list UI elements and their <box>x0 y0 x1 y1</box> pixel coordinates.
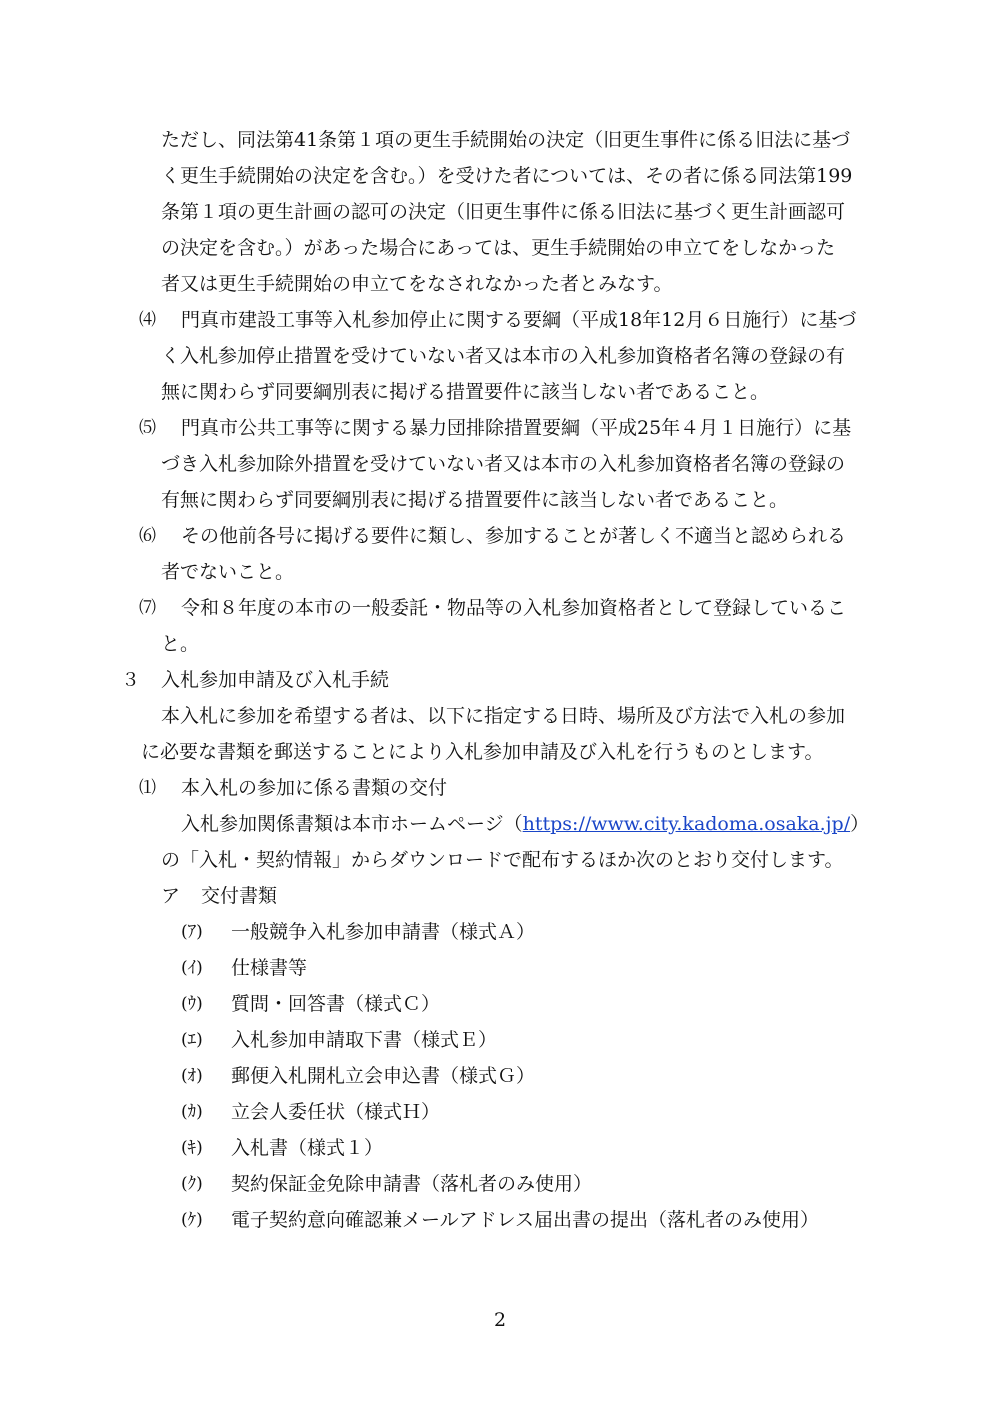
doc-item: 郵便入札開札立会申込書（様式Ｇ） <box>231 1065 536 1087</box>
doc-number: (ｳ) <box>181 994 203 1014</box>
item-5-line-1: 門真市公共工事等に関する暴力団排除措置要綱（平成25年４月１日施行）に基 <box>181 417 852 439</box>
doc-item: 電子契約意向確認兼メールアドレス届出書の提出（落札者のみ使用） <box>231 1209 820 1231</box>
subitem-a-number: ア <box>161 885 181 907</box>
item-7-line-1: 令和８年度の本市の一般委託・物品等の入札参加資格者として登録しているこ <box>181 597 847 619</box>
doc-item: 入札書（様式１） <box>231 1137 384 1159</box>
item-4-number: ⑷ <box>139 310 156 330</box>
page-number: 2 <box>493 1309 507 1331</box>
doc-item: 質問・回答書（様式Ｃ） <box>231 993 441 1015</box>
item-5-number: ⑸ <box>139 418 156 438</box>
doc-number: (ｴ) <box>181 1030 203 1050</box>
sub-1-text-after: ） <box>850 813 870 835</box>
doc-item: 契約保証金免除申請書（落札者のみ使用） <box>231 1173 593 1195</box>
item-6-number: ⑹ <box>139 526 156 546</box>
item-6-line-2: 者でないこと。 <box>161 561 295 583</box>
intro-line-3: 条第１項の更生計画の認可の決定（旧更生事件に係る旧法に基づく更生計画認可 <box>161 201 846 223</box>
intro-line-1: ただし、同法第41条第１項の更生手続開始の決定（旧更生事件に係る旧法に基づ <box>161 129 851 151</box>
item-4-line-3: 無に関わらず同要綱別表に掲げる措置要件に該当しない者であること。 <box>161 381 770 403</box>
section-3-title: 入札参加申請及び入札手続 <box>161 669 390 691</box>
doc-number: (ｵ) <box>181 1066 203 1086</box>
sub-1-body-line-2: の「入札・契約情報」からダウンロードで配布するほか次のとおり交付します。 <box>161 849 844 871</box>
intro-line-4: の決定を含む。）があった場合にあっては、更生手続開始の申立てをしなかった <box>161 237 836 259</box>
doc-number: (ｸ) <box>181 1174 203 1194</box>
sub-1-text-before: 入札参加関係書類は本市ホームページ（ <box>181 813 523 835</box>
doc-item: 入札参加申請取下書（様式Ｅ） <box>231 1029 498 1051</box>
sub-1-body-line-1 <box>181 811 869 837</box>
item-4-line-1: 門真市建設工事等入札参加停止に関する要綱（平成18年12月６日施行）に基づ <box>181 309 857 331</box>
item-6-line-1: その他前各号に掲げる要件に類し、参加することが著しく不適当と認められる <box>181 525 847 547</box>
section-3-body-line-2: に必要な書類を郵送することにより入札参加申請及び入札を行うものとします。 <box>141 741 824 763</box>
sub-1-number: ⑴ <box>139 778 156 798</box>
item-7-number: ⑺ <box>139 598 156 618</box>
doc-item: 立会人委任状（様式Ｈ） <box>231 1101 441 1123</box>
intro-line-5: 者又は更生手続開始の申立てをなされなかった者とみなす。 <box>161 273 673 295</box>
item-7-line-2: と。 <box>161 633 200 655</box>
doc-number: (ｹ) <box>181 1210 203 1230</box>
doc-number: (ｶ) <box>181 1102 203 1122</box>
sub-1-title: 本入札の参加に係る書類の交付 <box>181 777 448 799</box>
doc-item: 仕様書等 <box>231 957 308 979</box>
intro-line-2: く更生手続開始の決定を含む。）を受けた者については、その者に係る同法第199 <box>161 165 853 187</box>
item-5-line-2: づき入札参加除外措置を受けていない者又は本市の入札参加資格者名簿の登録の <box>161 453 846 475</box>
doc-number: (ｲ) <box>181 958 203 978</box>
item-5-line-3: 有無に関わらず同要綱別表に掲げる措置要件に該当しない者であること。 <box>161 489 789 511</box>
section-3-body-line-1: 本入札に参加を希望する者は、以下に指定する日時、場所及び方法で入札の参加 <box>161 705 846 727</box>
section-3-number: ３ <box>121 669 141 691</box>
doc-number: (ｷ) <box>181 1138 203 1158</box>
doc-item: 一般競争入札参加申請書（様式Ａ） <box>231 921 536 943</box>
item-4-line-2: く入札参加停止措置を受けていない者又は本市の入札参加資格者名簿の登録の有 <box>161 345 846 367</box>
subitem-a-title: 交付書類 <box>201 885 278 907</box>
city-homepage-link[interactable]: https://www.city.kadoma.osaka.jp/ <box>522 813 851 835</box>
doc-number: (ｱ) <box>181 922 203 942</box>
